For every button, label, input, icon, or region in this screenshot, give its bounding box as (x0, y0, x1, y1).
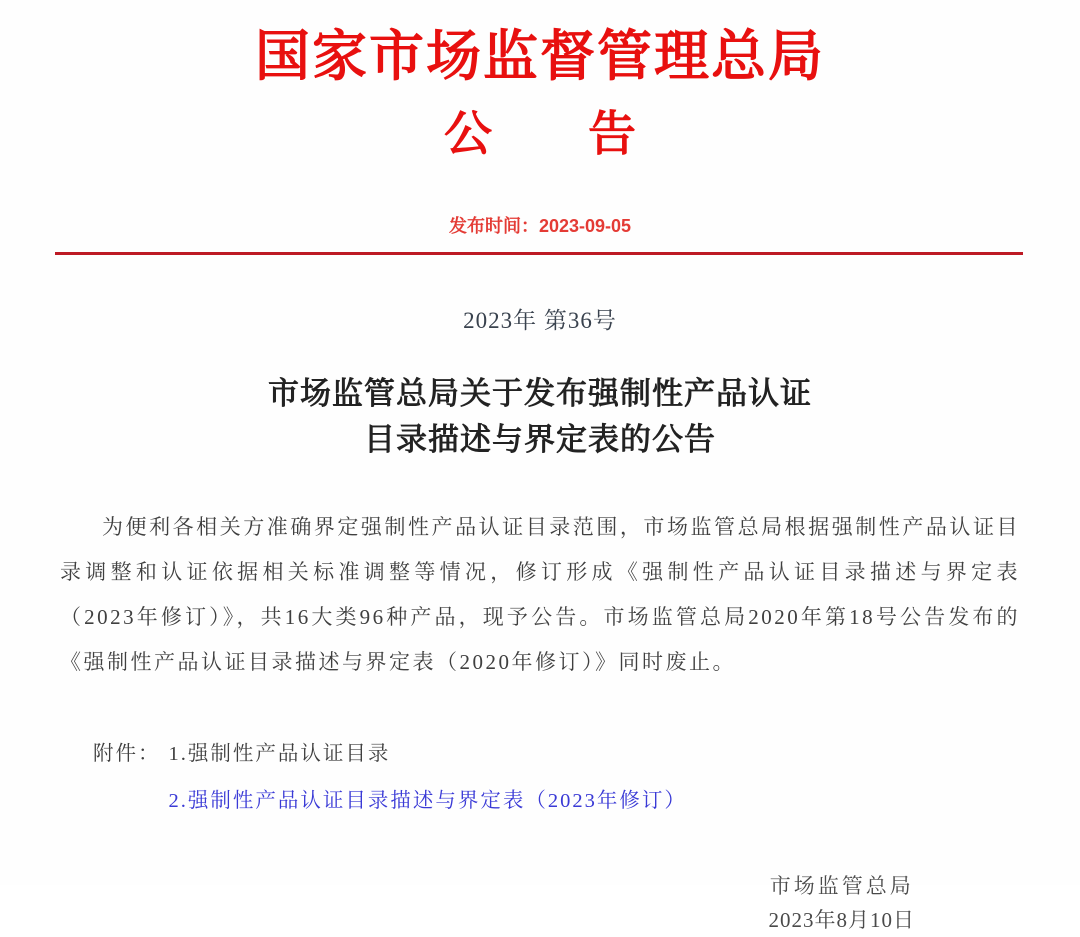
announcement-heading: 公 告 (443, 108, 636, 161)
body-paragraph: 为便利各相关方准确界定强制性产品认证目录范围，市场监管总局根据强制性产品认证目录调整和认证依据相关标准调整等情况，修订形成《强制性产品认证目录描述与界定表（2023年修订）》，共16大类96种产品，现予公告。市场监管总局2020年第18号公告发布的《强制性产品认证目录描述与界定表（2020年修订）》同时废止。 (60, 515, 1020, 674)
signature-org: 市场监管总局 (769, 874, 914, 898)
attachment-item-1: 1.强制性产品认证目录 (168, 743, 391, 765)
red-divider (55, 252, 1023, 255)
notice-title (0, 371, 1080, 463)
attachment-link-2[interactable]: 2.强制性产品认证目录描述与界定表（2023年修订） (168, 790, 687, 812)
notice-title-line1: 市场监管总局关于发布强制性产品认证 (268, 376, 812, 411)
agency-title: 国家市场监督管理总局 (254, 26, 825, 87)
doc-number: 2023年 第36号 (463, 308, 617, 333)
publish-time (0, 216, 1080, 236)
attachments-label: 附件： (93, 743, 161, 765)
signature-block (769, 869, 916, 937)
attachments-list (169, 731, 687, 825)
publish-time-value: 2023-09-05 (538, 216, 632, 236)
attachments-section (93, 731, 1020, 825)
notice-title-line2: 目录描述与界定表的公告 (364, 422, 716, 457)
signature-date: 2023年8月10日 (768, 908, 915, 932)
publish-time-label: 发布时间： (448, 216, 539, 236)
